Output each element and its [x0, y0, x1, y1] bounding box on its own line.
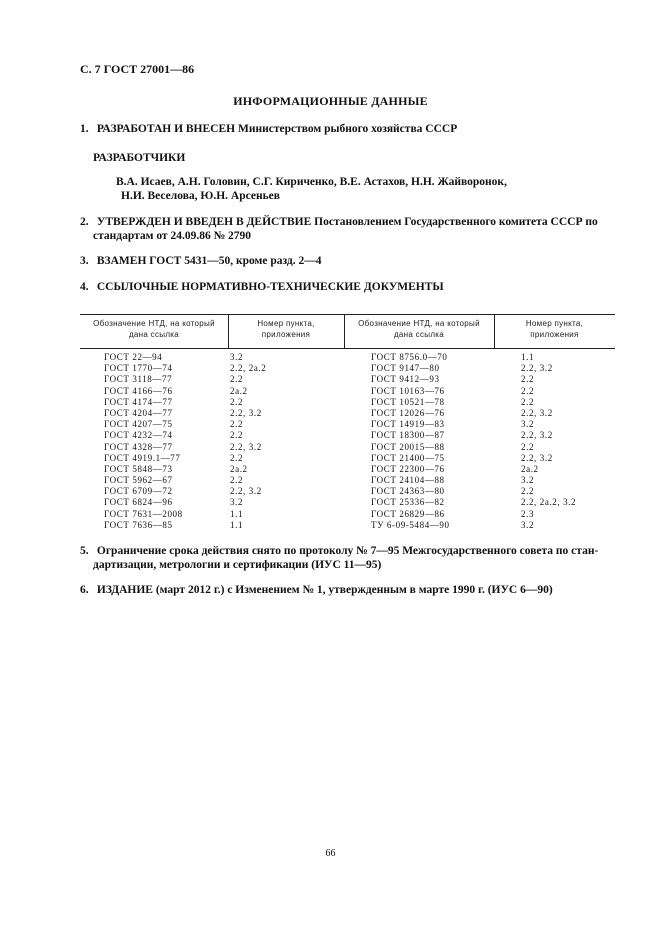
header-item-number-left: Номер пункта, приложения: [257, 319, 315, 339]
item-text: ВЗАМЕН ГОСТ 5431—50, кроме разд. 2—4: [96, 255, 322, 267]
item-text: Министерством рыбного хозяйства СССР: [237, 123, 458, 135]
table-row: ГОСТ 7636—85 1.1 ТУ 6-09-5484—90 3.2: [104, 519, 535, 530]
table-row: ГОСТ 6824—96 3.2 ГОСТ 25336—82 2.2, 2а.2, 3.2: [104, 497, 577, 508]
item-text: Постановлением Государственного комитета СССР по: [314, 216, 598, 228]
item-text: ССЫЛОЧНЫЕ НОРМАТИВНО-ТЕХНИЧЕСКИЕ ДОКУМЕНТЫ: [96, 281, 444, 293]
page-header: С. 7 ГОСТ 27001—86: [80, 62, 195, 76]
table-row: ГОСТ 4328—77 2.2, 3.2 ГОСТ 20015—88 2.2: [104, 441, 535, 452]
item-developed: [80, 123, 457, 135]
table-row: ГОСТ 4204—77 2.2, 3.2 ГОСТ 12026—76 2.2, 3.2: [104, 407, 553, 418]
item-replaces: [80, 255, 321, 267]
table-row: ГОСТ 5848—73 2а.2 ГОСТ 22300—76 2а.2: [104, 463, 539, 474]
item-references: [80, 281, 444, 293]
item-edition: [80, 584, 553, 596]
table-row: ГОСТ 4919.1—77 2.2 ГОСТ 21400—75 2.2, 3.2: [104, 452, 553, 463]
table-top-rule: [80, 314, 615, 315]
item-text: Ограничение срока действия снято по протоколу № 7—95 Межгосударственного совета по стан-: [96, 545, 599, 557]
table-row: ГОСТ 3118—77 2.2 ГОСТ 9412—93 2.2: [104, 374, 535, 385]
item-number: 5.: [80, 545, 89, 557]
page-number: 66: [325, 848, 336, 859]
item-limitation-cont: дартизации, метрологии и сертификации (ИУС 11—95): [93, 559, 382, 571]
header-designation-right: Обозначение НТД, на который дана ссылка: [358, 319, 480, 339]
table-row: ГОСТ 22—94 3.2 ГОСТ 8756.0—70 1.1: [104, 352, 535, 362]
item-number: 4.: [80, 281, 89, 293]
table-row: ГОСТ 4166—76 2а.2 ГОСТ 10163—76 2.2: [104, 385, 535, 396]
item-number: 2.: [80, 216, 89, 228]
authors-line-2: Н.И. Веселова, Ю.Н. Арсеньев: [121, 190, 280, 202]
table-row: ГОСТ 1770—74 2.2, 2а.2 ГОСТ 9147—80 2.2, 3.2: [104, 363, 553, 374]
item-number: 1.: [80, 123, 89, 135]
table-row: ГОСТ 6709—72 2.2, 3.2 ГОСТ 24363—80 2.2: [104, 486, 535, 497]
table-row: ГОСТ 4207—75 2.2 ГОСТ 14919—83 3.2: [104, 419, 535, 430]
header-item-number-right: Номер пункта, приложения: [525, 319, 584, 339]
document-title: ИНФОРМАЦИОННЫЕ ДАННЫЕ: [233, 94, 428, 108]
item-approved-cont: стандартам от 24.09.86 № 2790: [93, 230, 252, 242]
item-label: РАЗРАБОТАН И ВНЕСЕН: [96, 123, 236, 135]
table-row: ГОСТ 4232—74 2.2 ГОСТ 18300—87 2.2, 3.2: [104, 430, 553, 441]
item-limitation: [80, 545, 598, 557]
item-number: 6.: [80, 584, 89, 596]
table-body: [80, 352, 615, 531]
authors-line-1: В.А. Исаев, А.Н. Головин, С.Г. Кириченко, В.Е. Астахов, Н.Н. Жайворонок,: [116, 176, 507, 188]
table-row: ГОСТ 5962—67 2.2 ГОСТ 24104—88 3.2: [104, 475, 535, 486]
item-approved: [80, 216, 598, 228]
table-row: ГОСТ 4174—77 2.2 ГОСТ 10521—78 2.2: [104, 396, 535, 407]
header-designation-left: Обозначение НТД, на который дана ссылка: [93, 319, 215, 339]
item-label: УТВЕРЖДЕН И ВВЕДЕН В ДЕЙСТВИЕ: [96, 216, 312, 228]
item-text: ИЗДАНИЕ (март 2012 г.) с Изменением № 1, утвержденным в марте 1990 г. (ИУС 6—90): [96, 584, 553, 596]
table-header-rule: [80, 348, 615, 349]
item-number: 3.: [80, 255, 89, 267]
developers-heading: РАЗРАБОТЧИКИ: [93, 152, 186, 164]
table-row: ГОСТ 7631—2008 1.1 ГОСТ 26829—86 2.3: [104, 508, 535, 519]
